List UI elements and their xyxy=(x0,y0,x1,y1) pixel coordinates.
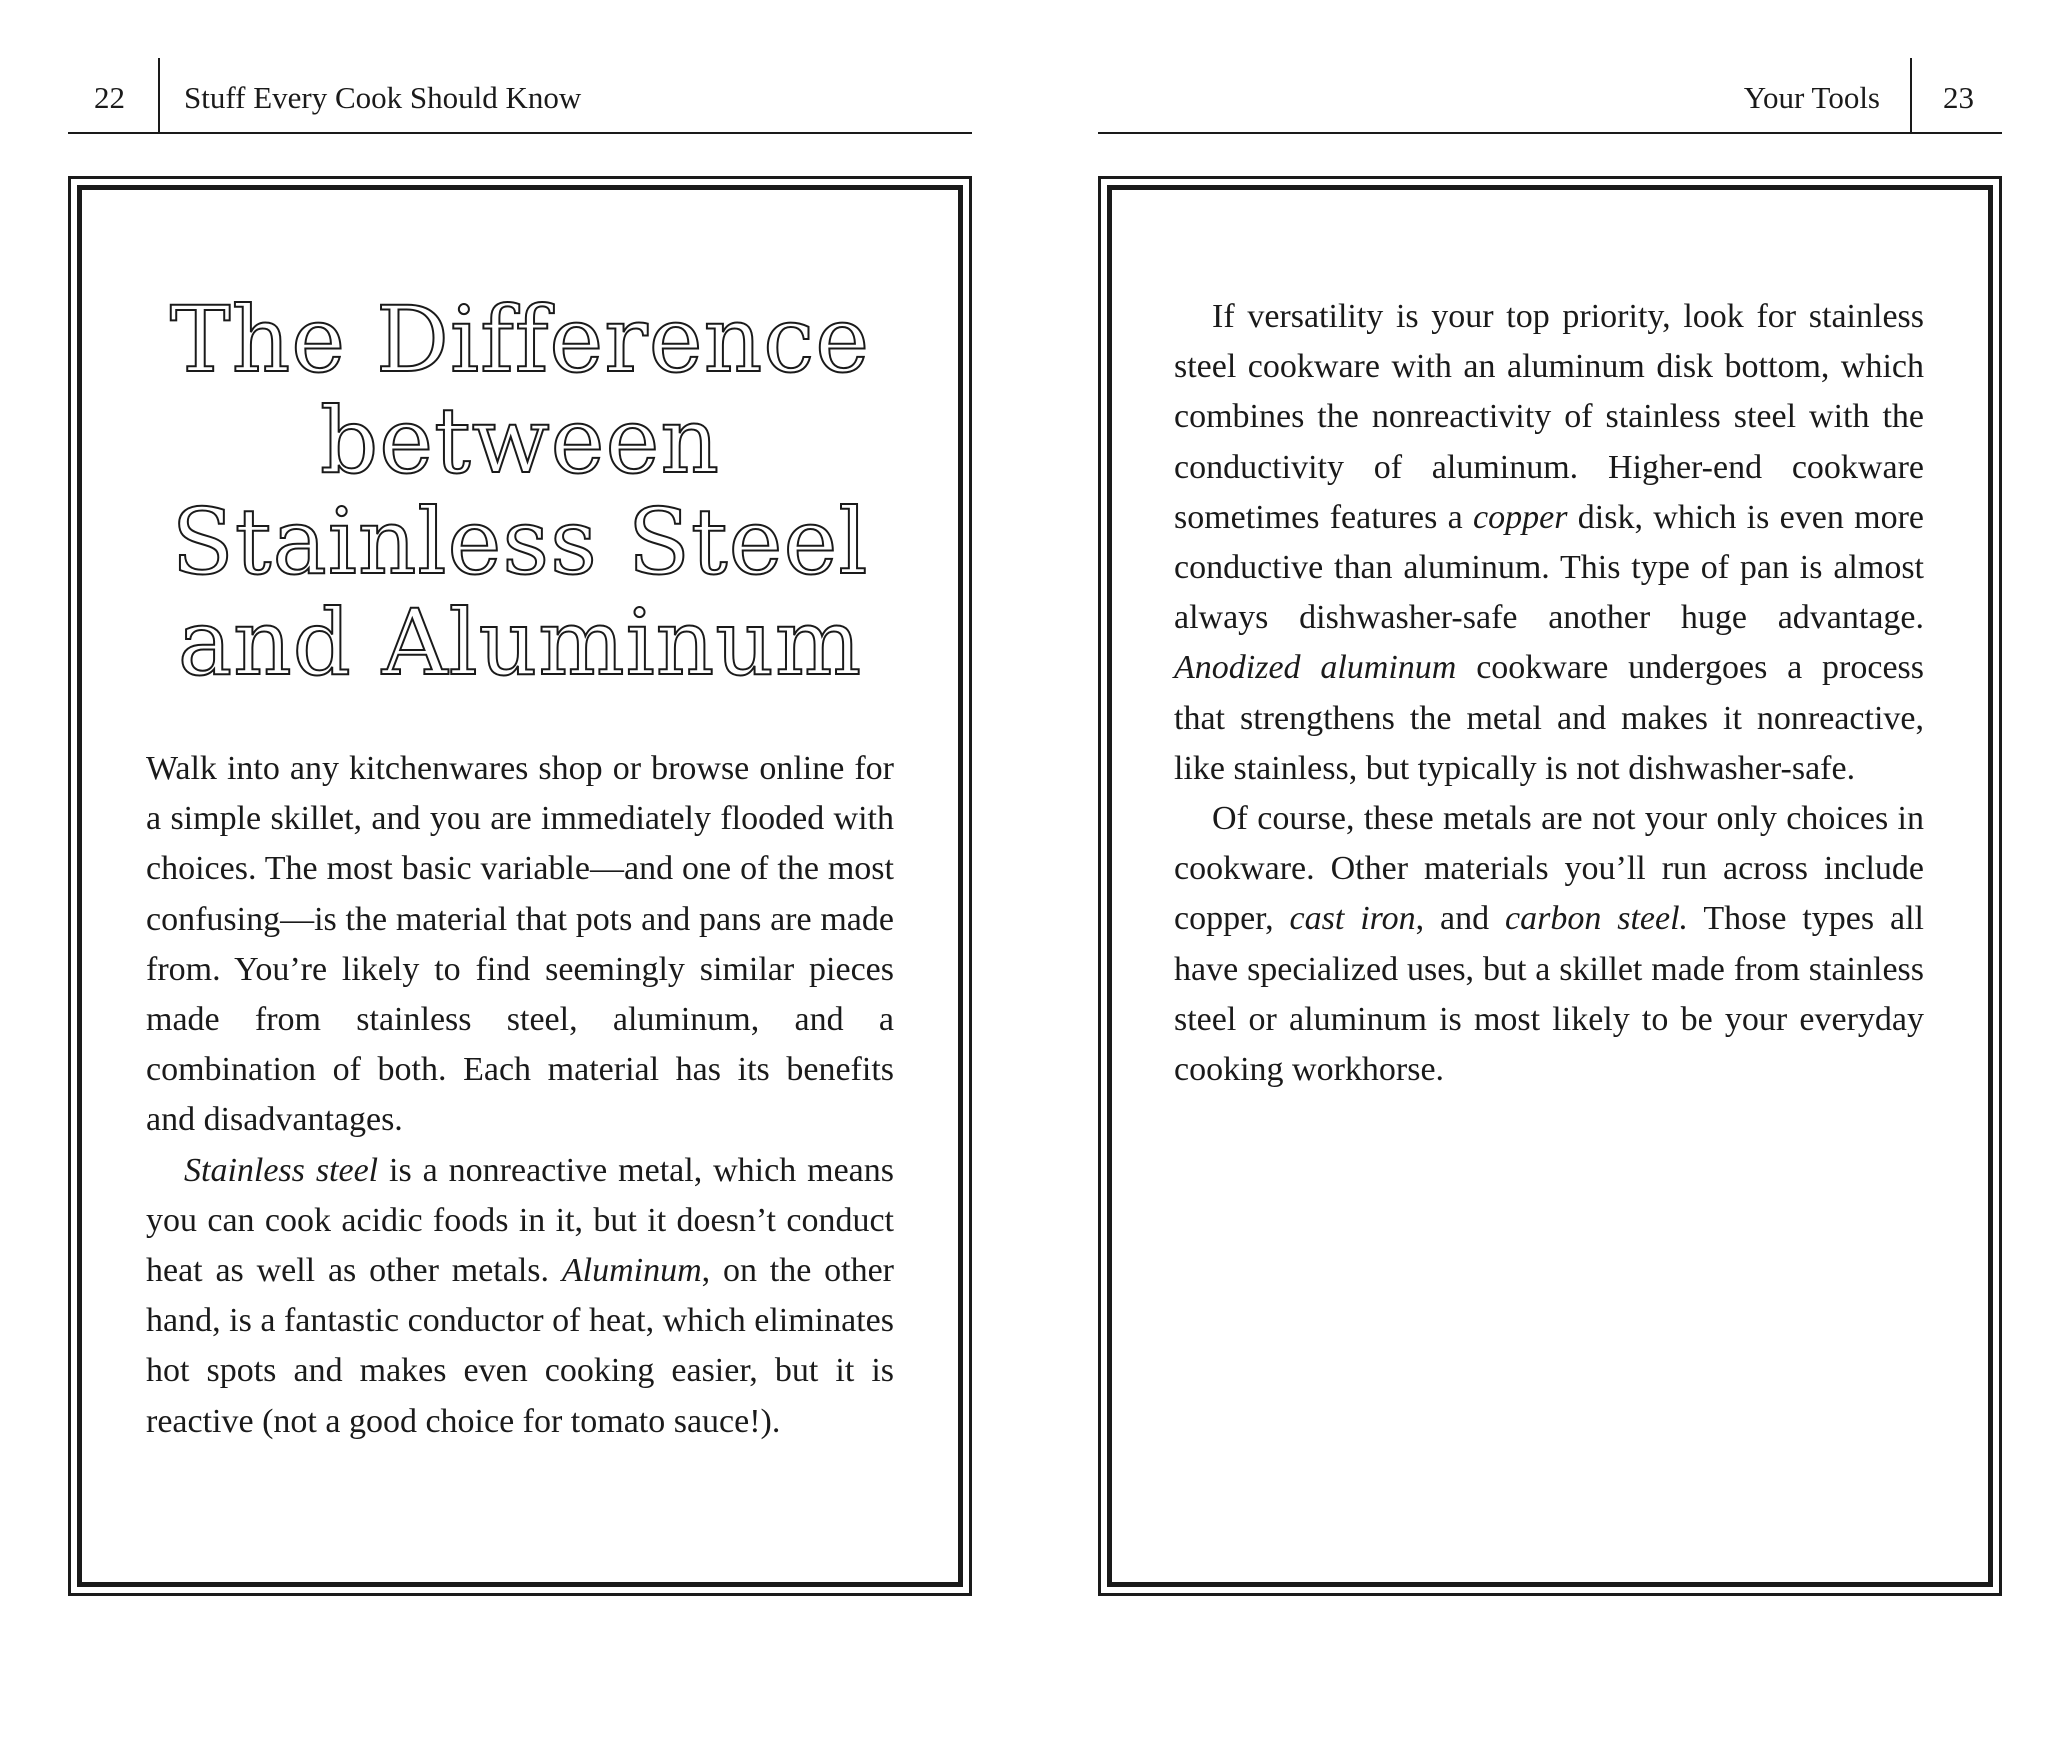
left-body-text xyxy=(146,744,894,1447)
left-page-inner-frame xyxy=(77,185,963,1587)
left-page-number: 22 xyxy=(94,80,125,115)
right-page-frame xyxy=(1098,176,2002,1596)
italic-term: copper xyxy=(1473,498,1568,536)
italic-term: carbon steel. xyxy=(1505,900,1689,938)
italic-term: Stainless steel xyxy=(184,1151,379,1189)
right-running-head: Your Tools xyxy=(1743,80,1880,115)
left-running-header xyxy=(68,58,972,134)
paragraph: Of course, these metals are not your only choices in cookware. Other materials you’ll run across include copper, cast iron, and carbon steel. Those types all have specialized uses, but a skillet made from stainless steel or aluminum is most likely to be your everyday cooking workhorse. xyxy=(1174,800,1924,1089)
paragraph: Stainless steel is a nonreactive metal, which means you can cook acidic foods in it, but it doesn’t conduct heat as well as other metals. Aluminum, on the other hand, is a fantastic conductor of heat, which eliminates hot spots and makes even cooking easier, but it is reactive (not a good choice for tomato sauce!). xyxy=(146,1151,895,1440)
left-page-frame xyxy=(68,176,972,1596)
right-page-number: 23 xyxy=(1943,80,1974,115)
italic-term: Anodized aluminum xyxy=(1174,649,1457,687)
title-line: between xyxy=(320,389,720,494)
right-body-text xyxy=(1174,292,1924,1095)
italic-term: cast iron xyxy=(1289,900,1416,938)
right-page-inner-frame xyxy=(1107,185,1993,1587)
paragraph: Walk into any kitchenwares shop or browse online for a simple skillet, and you are immediately flooded with choices. The most basic variable—and one of the most confusing—is the material that pots and pans are made from. You’re likely to find seemingly similar pieces made from stainless steel, aluminum, and a combination of both. Each material has its benefits and disadvantages. xyxy=(146,750,894,1139)
left-running-head: Stuff Every Cook Should Know xyxy=(184,80,582,115)
title-line: and Aluminum xyxy=(177,591,863,696)
italic-term: Aluminum xyxy=(561,1252,702,1290)
title-line: Stainless Steel xyxy=(171,490,869,595)
right-running-header xyxy=(1098,58,2002,134)
title-line: The Difference xyxy=(169,288,871,393)
left-header-divider xyxy=(158,58,160,134)
paragraph: If versatility is your top priority, look for stainless steel cookware with an aluminum disk bottom, which combines the nonreactivity of stainless steel with the conductivity of aluminum. Higher-end cookware sometimes features a copper disk, which is even more conductive than aluminum. This type of pan is almost always dishwasher-safe another huge advantage. Anodized aluminum cookware undergoes a process that strengthens the metal and makes it nonreactive, like stainless, but typically is not dishwasher-safe. xyxy=(1174,298,1925,787)
chapter-title xyxy=(122,290,918,694)
right-header-divider xyxy=(1910,58,1912,134)
